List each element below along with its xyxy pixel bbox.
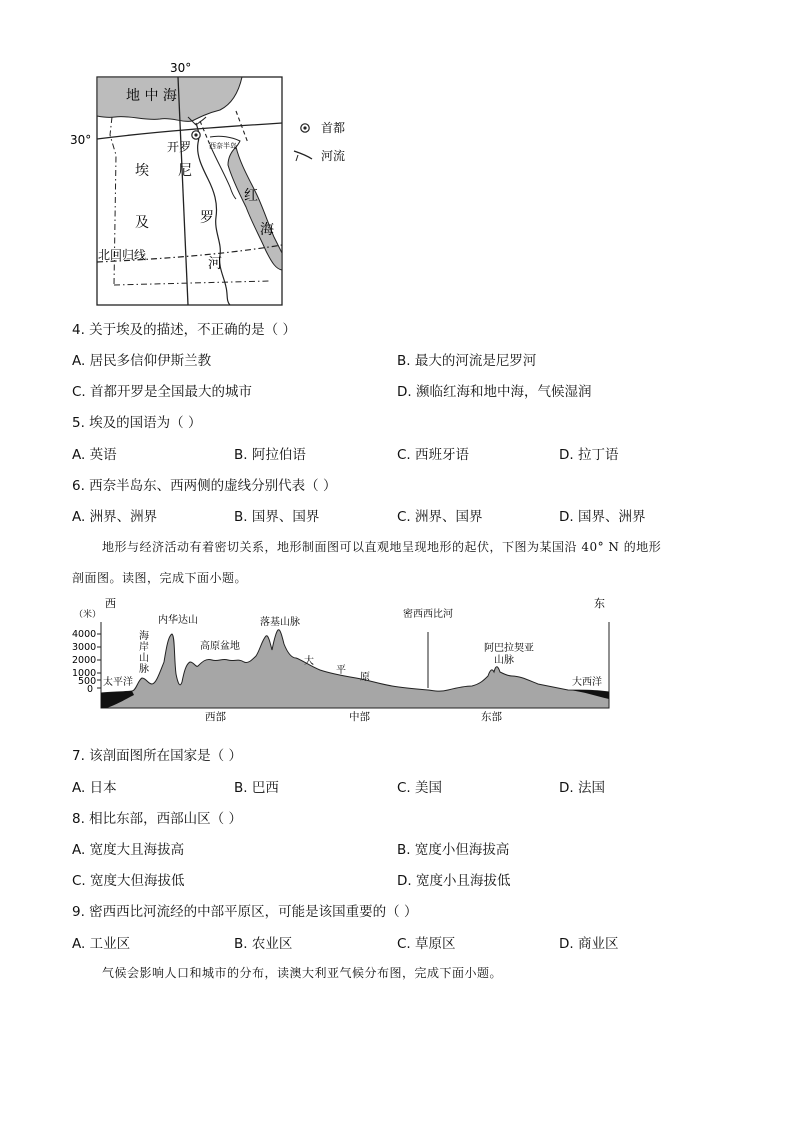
ytick-500: 500 [78, 676, 97, 687]
ytick-1000: 1000 [72, 668, 97, 679]
q5-option-b[interactable]: B. 阿拉伯语 [234, 447, 306, 463]
appalachian-label-2: 山脉 [494, 655, 514, 666]
legend-capital-icon [303, 126, 306, 129]
q7-option-d[interactable]: D. 法国 [559, 780, 605, 796]
east-label: 东 [594, 597, 605, 610]
sea-label: 地 中 海 [126, 88, 177, 104]
q9-option-d[interactable]: D. 商业区 [559, 936, 619, 952]
q6-option-b[interactable]: B. 国界、国界 [234, 509, 320, 525]
river-label-2: 罗 [200, 210, 214, 226]
q9-option-b[interactable]: B. 农业区 [234, 936, 293, 952]
q8-option-b[interactable]: B. 宽度小但海拔高 [397, 842, 510, 858]
q9-option-c[interactable]: C. 草原区 [397, 936, 456, 952]
question-9: 9. 密西西比河流经的中部平原区，可能是该国重要的（ ） [72, 904, 418, 920]
q7-option-b[interactable]: B. 巴西 [234, 780, 279, 796]
lat-label: 30° [70, 133, 92, 147]
coast-range-4: 脉 [139, 664, 149, 675]
q5-option-d[interactable]: D. 拉丁语 [559, 447, 619, 463]
q5-option-c[interactable]: C. 西班牙语 [397, 447, 470, 463]
question-8: 8. 相比东部，西部山区（ ） [72, 811, 242, 827]
coast-range-1: 海 [139, 631, 149, 642]
q4-option-d[interactable]: D. 濒临红海和地中海，气候湿润 [397, 384, 592, 400]
ytick-4000: 4000 [72, 629, 97, 640]
coast-range-2: 岸 [139, 642, 149, 653]
question-7: 7. 该剖面图所在国家是（ ） [72, 748, 242, 764]
region-central: 中部 [349, 711, 370, 723]
climate-intro: 气候会影响人口和城市的分布，读澳大利亚气候分布图，完成下面小题。 [102, 966, 503, 980]
coast-range-3: 山 [139, 653, 149, 664]
plains-label-1: 大 [304, 656, 314, 667]
west-label: 西 [105, 597, 116, 610]
q6-option-d[interactable]: D. 国界、洲界 [559, 509, 646, 525]
q8-option-d[interactable]: D. 宽度小且海拔低 [397, 873, 511, 889]
atlantic-label: 大西洋 [572, 677, 602, 688]
egypt-map [60, 55, 380, 315]
region-east: 东部 [481, 711, 502, 723]
plains-label-2: 平 [336, 665, 346, 676]
q4-option-c[interactable]: C. 首都开罗是全国最大的城市 [72, 384, 253, 400]
sierra-label: 内华达山 [158, 615, 198, 626]
q4-option-b[interactable]: B. 最大的河流是尼罗河 [397, 353, 537, 369]
terrain-fill [101, 630, 609, 708]
basin-label: 高原盆地 [200, 641, 240, 652]
q4-option-a[interactable]: A. 居民多信仰伊斯兰教 [72, 353, 212, 369]
profile-intro-line-2: 剖面图。读图，完成下面小题。 [72, 571, 248, 585]
q6-option-a[interactable]: A. 洲界、洲界 [72, 509, 158, 525]
q7-option-c[interactable]: C. 美国 [397, 780, 443, 796]
country-label-2: 及 [135, 215, 149, 231]
q8-option-c[interactable]: C. 宽度大但海拔低 [72, 873, 185, 889]
mississippi-label: 密西西比河 [403, 609, 453, 620]
capital-label: 开罗 [167, 140, 192, 154]
q7-option-a[interactable]: A. 日本 [72, 780, 117, 796]
country-label-1: 埃 [135, 163, 149, 179]
red-sea-label-1: 红 [244, 188, 258, 204]
ytick-0: 0 [87, 684, 94, 695]
pacific-label: 太平洋 [103, 677, 133, 688]
question-6: 6. 西奈半岛东、西两侧的虚线分别代表（ ） [72, 478, 337, 494]
legend-capital-label: 首都 [321, 121, 346, 135]
question-4: 4. 关于埃及的描述，不正确的是（ ） [72, 322, 296, 338]
peninsula-label: 西奈半岛 [209, 142, 237, 150]
region-west: 西部 [205, 711, 226, 723]
q9-option-a[interactable]: A. 工业区 [72, 936, 131, 952]
river-label-3: 河 [208, 256, 222, 272]
lon-label: 30° [170, 61, 192, 75]
question-5: 5. 埃及的国语为（ ） [72, 415, 202, 431]
rockies-label: 落基山脉 [260, 617, 300, 628]
q8-option-a[interactable]: A. 宽度大且海拔高 [72, 842, 185, 858]
river-label-1: 尼 [178, 163, 192, 179]
unit-label: （米） [74, 610, 102, 620]
legend-river-label: 河流 [321, 149, 346, 163]
terrain-profile [60, 592, 620, 727]
tropic-label: 北回归线 [98, 248, 147, 262]
profile-intro-line-1: 地形与经济活动有着密切关系，地形制面图可以直观地呈现地形的起伏，下图为某国沿 40° N 的地形 [102, 540, 662, 554]
plains-label-3: 原 [360, 672, 370, 683]
ytick-3000: 3000 [72, 642, 97, 653]
q5-option-a[interactable]: A. 英语 [72, 447, 117, 463]
ytick-2000: 2000 [72, 655, 97, 666]
q6-option-c[interactable]: C. 洲界、国界 [397, 509, 483, 525]
appalachian-label-1: 阿巴拉契亚 [484, 643, 534, 654]
red-sea-label-2: 海 [260, 222, 274, 238]
